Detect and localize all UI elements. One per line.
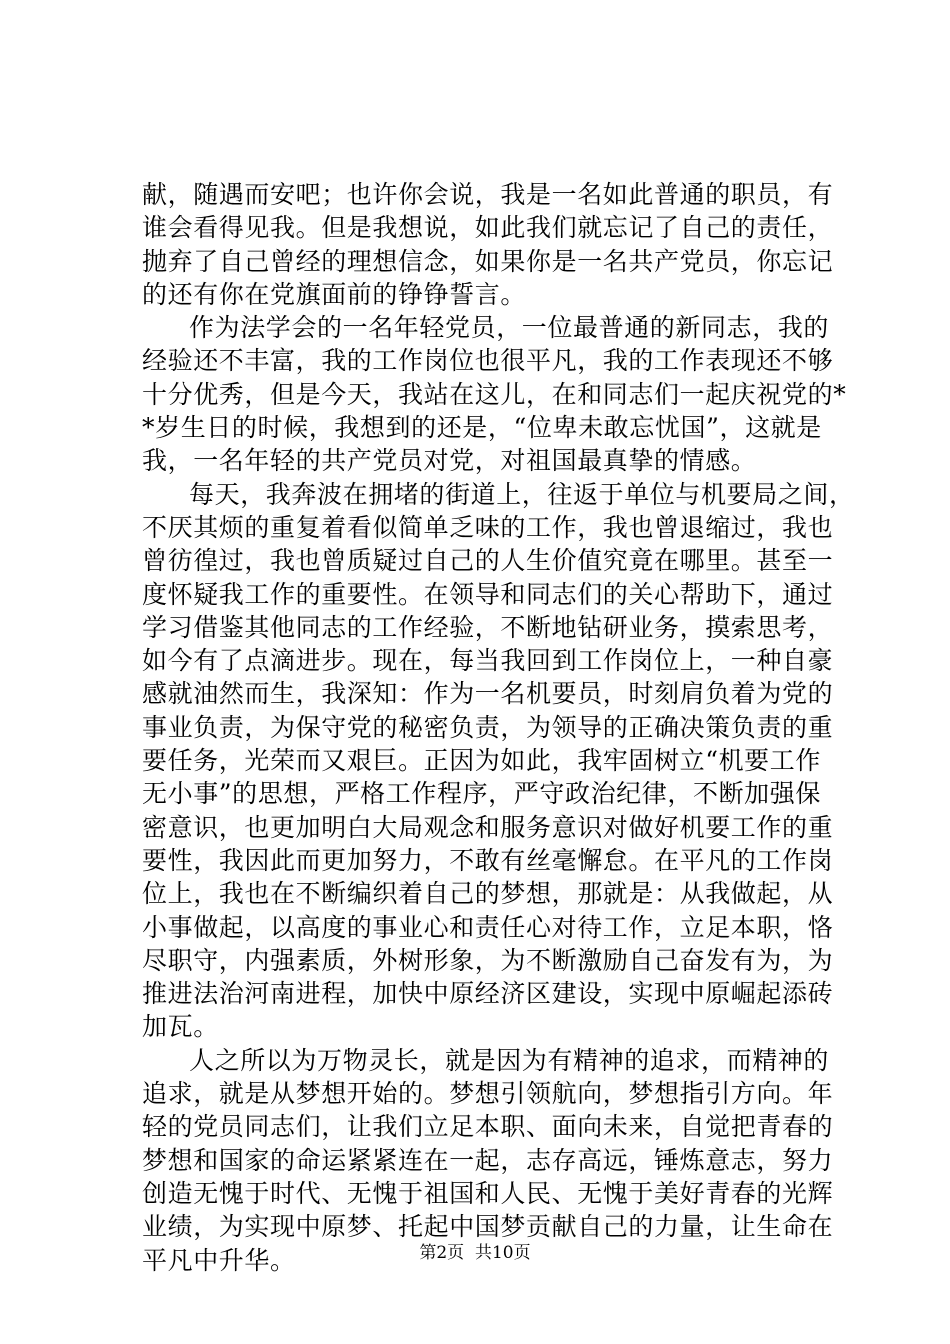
document-body [142,178,855,1277]
text-line: 曾彷徨过，我也曾质疑过自己的人生价值究竟在哪里。甚至一 [142,546,834,576]
text-line: 位上，我也在不断编织着自己的梦想，那就是：从我做起，从 [142,879,834,909]
paragraph-first-line: 人之所以为万物灵长，就是因为有精神的追求，而精神的 [189,1045,830,1075]
text-line: 谁会看得见我。但是我想说，如此我们就忘记了自己的责任， [142,213,834,243]
text-line: 无小事”的思想，严格工作程序，严守政治纪律，不断加强保 [142,779,821,809]
text-line: 推进法治河南进程，加快中原经济区建设，实现中原崛起添砖 [142,979,834,1009]
text-line: 度怀疑我工作的重要性。在领导和同志们的关心帮助下，通过 [142,579,834,609]
text-line: 梦想和国家的命运紧紧连在一起，志存高远，锤炼意志，努力 [142,1145,834,1175]
text-line: 要性，我因此而更加努力，不敢有丝毫懈怠。在平凡的工作岗 [142,845,834,875]
text-line: *岁生日的时候，我想到的还是，“位卑未敢忘忧国”，这就是 [142,413,822,443]
text-line: 的还有你在党旗面前的铮铮誓言。 [142,279,527,309]
text-line: 平凡中升华。 [142,1245,296,1275]
text-line: 小事做起，以高度的事业心和责任心对待工作，立足本职，恪 [142,912,834,942]
text-line: 抛弃了自己曾经的理想信念，如果你是一名共产党员，你忘记 [142,246,834,276]
text-line: 如今有了点滴进步。现在，每当我回到工作岗位上，一种自豪 [142,646,834,676]
text-line: 加瓦。 [142,1012,219,1042]
text-line: 尽职守，内强素质，外树形象，为不断激励自己奋发有为，为 [142,945,834,975]
text-line: 轻的党员同志们，让我们立足本职、面向未来，自觉把青春的 [142,1112,834,1142]
text-line: 业绩，为实现中原梦、托起中国梦贡献自己的力量，让生命在 [142,1212,834,1242]
text-line: 事业负责，为保守党的秘密负责，为领导的正确决策负责的重 [142,712,834,742]
text-line: 要任务，光荣而又艰巨。正因为如此，我牢固树立“机要工作 [142,746,821,776]
text-line: 学习借鉴其他同志的工作经验，不断地钻研业务，摸索思考， [142,612,834,642]
paragraph-first-line: 作为法学会的一名年轻党员，一位最普通的新同志，我的 [189,313,830,343]
text-line: 感就油然而生，我深知：作为一名机要员，时刻肩负着为党的 [142,679,834,709]
text-line: 十分优秀，但是今天，我站在这儿，在和同志们一起庆祝党的* [142,379,847,409]
page-indicator: 第2页 共10页 [419,1243,531,1263]
text-line: 我，一名年轻的共产党员对党，对祖国最真挚的情感。 [142,446,757,476]
text-line: 追求，就是从梦想开始的。梦想引领航向，梦想指引方向。年 [142,1079,834,1109]
text-line: 献，随遇而安吧；也许你会说，我是一名如此普通的职员，有 [142,180,834,209]
text-line: 不厌其烦的重复着看似简单乏味的工作，我也曾退缩过，我也 [142,512,834,542]
text-line: 密意识，也更加明白大局观念和服务意识对做好机要工作的重 [142,812,834,842]
text-line: 经验还不丰富，我的工作岗位也很平凡，我的工作表现还不够 [142,346,834,376]
paragraph-first-line: 每天，我奔波在拥堵的街道上，往返于单位与机要局之间， [189,479,855,509]
text-line: 创造无愧于时代、无愧于祖国和人民、无愧于美好青春的光辉 [142,1178,834,1208]
